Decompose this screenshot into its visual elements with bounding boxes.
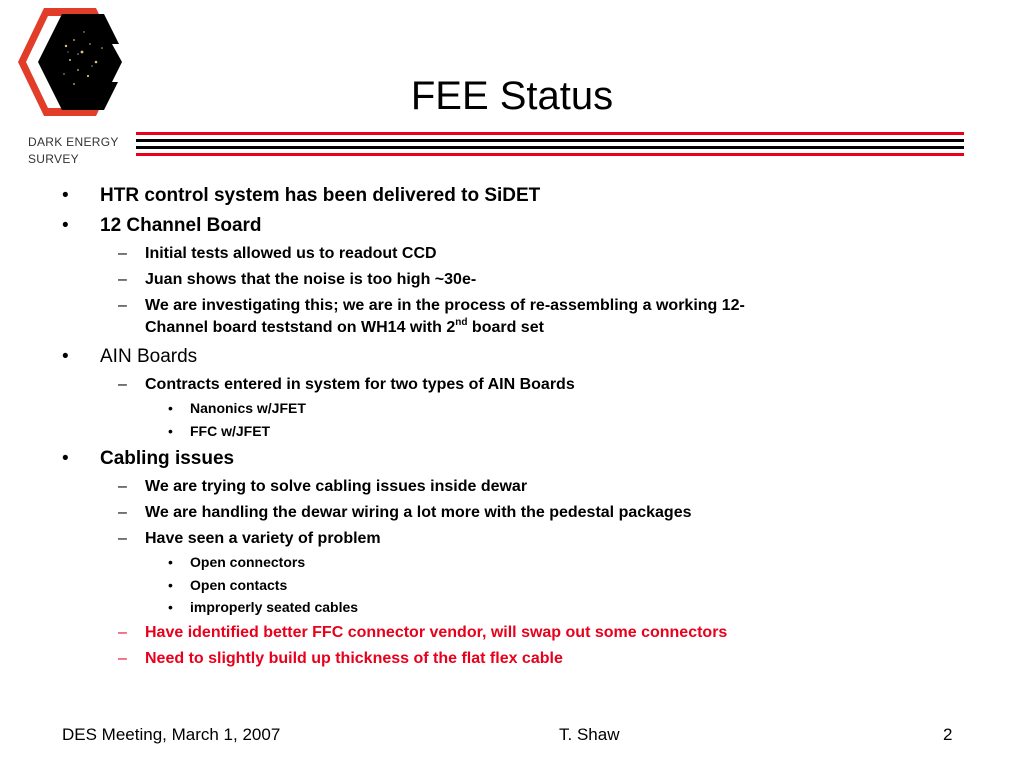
sub-bullet-noise: Juan shows that the noise is too high ~30e- (145, 271, 477, 288)
dash-marker: – (118, 650, 127, 667)
small-bullet-marker: • (168, 400, 173, 416)
dash-marker: – (118, 478, 127, 495)
rule-red-bottom (136, 153, 964, 156)
small-bullet-marker: • (168, 577, 173, 593)
logo-text-line2: SURVEY (28, 152, 79, 166)
item-ffc: FFC w/JFET (190, 423, 271, 439)
investigating-text-pre: Channel board teststand on WH14 with 2 (145, 319, 456, 336)
dash-marker: – (118, 530, 127, 547)
small-bullet-marker: • (168, 599, 173, 615)
sub-bullet-dewar-wiring: We are handling the dewar wiring a lot more with the pedestal packages (145, 504, 692, 521)
sub-bullet-initial-tests: Initial tests allowed us to readout CCD (145, 245, 437, 262)
dash-marker: – (118, 271, 127, 288)
dash-marker: – (118, 376, 127, 393)
small-bullet-marker: • (168, 554, 173, 570)
footer-page-number: 2 (943, 725, 953, 744)
dash-marker: – (118, 245, 127, 262)
rule-red-top (136, 132, 964, 135)
ordinal-superscript: nd (455, 316, 468, 328)
logo-text-line1: DARK ENERGY (28, 135, 119, 149)
rule-black-1 (136, 139, 964, 142)
bullet-marker: • (62, 185, 69, 206)
logo-wordmark (28, 134, 119, 168)
item-open-connectors: Open connectors (190, 554, 306, 570)
sub-bullet-solve-cabling: We are trying to solve cabling issues inside dewar (145, 478, 528, 495)
small-bullet-marker: • (168, 423, 173, 439)
bullet-ain-boards: AIN Boards (100, 346, 198, 367)
sub-bullet-investigating-line1: We are investigating this; we are in the process of re-assembling a working 12- (145, 297, 745, 314)
footer-left-text: DES Meeting, March 1, 2007 (62, 725, 281, 744)
dash-marker: – (118, 504, 127, 521)
slide-title: FEE Status (410, 74, 614, 118)
item-nanonics: Nanonics w/JFET (190, 400, 306, 416)
sub-bullet-flat-flex-thickness: Need to slightly build up thickness of the flat flex cable (145, 650, 563, 667)
footer-center-text: T. Shaw (559, 725, 620, 744)
dash-marker: – (118, 297, 127, 314)
sub-bullet-variety-problem: Have seen a variety of problem (145, 530, 381, 547)
bullet-marker: • (62, 448, 69, 469)
bullet-cabling-issues: Cabling issues (100, 448, 235, 469)
item-open-contacts: Open contacts (190, 577, 288, 593)
sub-bullet-investigating-line2 (145, 316, 544, 339)
item-improperly-seated: improperly seated cables (190, 599, 359, 615)
sub-bullet-ffc-vendor: Have identified better FFC connector vendor, will swap out some connectors (145, 624, 728, 641)
dash-marker: – (118, 624, 127, 641)
bullet-marker: • (62, 346, 69, 367)
bullet-marker: • (62, 215, 69, 236)
rule-black-2 (136, 146, 964, 149)
investigating-text-post: board set (467, 319, 544, 336)
bullet-htr: HTR control system has been delivered to SiDET (100, 185, 541, 206)
sub-bullet-contracts: Contracts entered in system for two types of AIN Boards (145, 376, 575, 393)
bullet-12-channel-board: 12 Channel Board (100, 215, 262, 236)
